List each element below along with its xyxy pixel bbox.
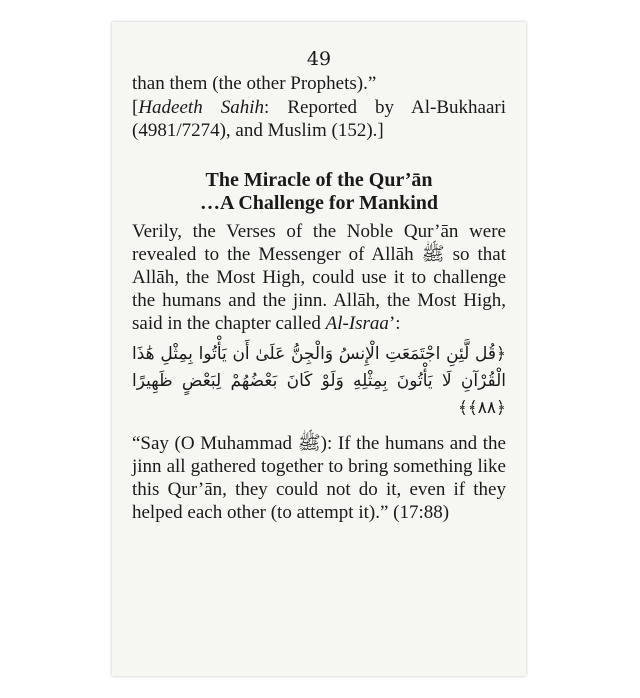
page-content	[132, 48, 506, 524]
page-number: 49	[306, 48, 332, 70]
intro-paragraph: than them (the other Prophets).”	[132, 73, 377, 94]
body-paragraph	[132, 220, 506, 335]
verse-translation: “Say (O Muhammad ﷺ): If the humans and the jinn all gathered together to bring something like this Qur’ān, they could not do it, even if they helped each other (to attempt it).” (17:88)	[132, 433, 506, 523]
reference-open-bracket: [	[132, 97, 139, 118]
body-text-part-1: Verily, the Verses of the Noble Qur’ān were revealed to the Messenger of Allāh ﷺ so that Allāh, the Most High, could use it to challenge the humans and the jinn. Allāh, the Most High, said in the chapter called	[132, 221, 506, 334]
arabic-verse: ﴿قُل لَّئِنِ اجْتَمَعَتِ الْإِنسُ وَالْجِنُّ عَلَىٰ أَن يَأْتُوا بِمِثْلِ هَٰذَا الْقُرْآنِ لَا يَأْتُونَ بِمِثْلِهِ وَلَوْ كَانَ بَعْضُهُمْ لِبَعْضٍ ظَهِيرًا ﴿٨٨﴾﴾	[132, 344, 506, 418]
reference-details: : Reported by Al-Bukhaari (4981/7274), and Muslim (152).]	[132, 97, 506, 141]
chapter-name: Al-Israa	[325, 313, 389, 334]
book-page	[112, 22, 526, 676]
section-heading	[132, 169, 506, 215]
body-text-part-2: ’:	[388, 313, 401, 334]
reference-book: Hadeeth Sahih	[138, 97, 265, 118]
hadeeth-reference	[132, 96, 506, 142]
heading-line-1: The Miracle of the Qur’ān	[205, 169, 433, 191]
heading-line-2: …A Challenge for Mankind	[200, 192, 438, 214]
